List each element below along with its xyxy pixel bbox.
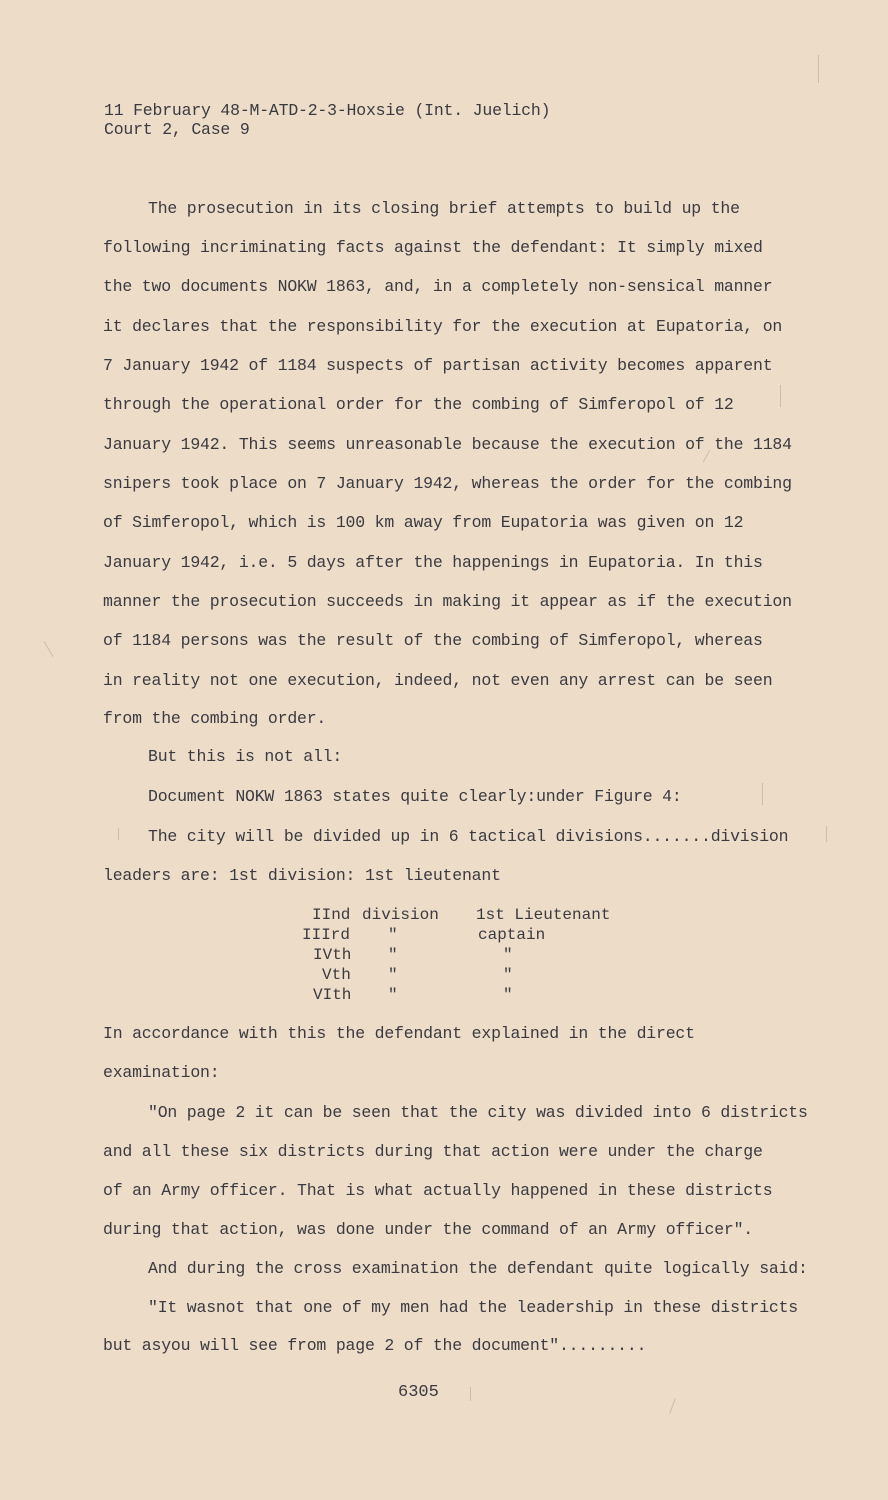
table-cell-division: Vth xyxy=(322,966,351,984)
table-cell-rank: " xyxy=(503,946,513,964)
quote-line: "It wasnot that one of my men had the leadership in these districts xyxy=(148,1298,799,1317)
table-cell-division: IInd xyxy=(312,906,351,924)
table-cell-division: IVth xyxy=(313,946,352,964)
page-number: 6305 xyxy=(398,1383,439,1402)
paper-mark xyxy=(44,641,54,657)
table-cell-division: VIth xyxy=(313,986,352,1004)
paragraph-line: manner the prosecution succeeds in making it appear as if the execution xyxy=(103,592,792,611)
paragraph-line: examination: xyxy=(103,1063,220,1082)
paper-mark xyxy=(118,828,119,840)
paragraph-line: In accordance with this the defendant explained in the direct xyxy=(103,1024,695,1043)
quote-line: during that action, was done under the command of an Army officer". xyxy=(103,1220,754,1239)
paragraph-line: from the combing order. xyxy=(103,709,327,728)
paragraph-line: in reality not one execution, indeed, not even any arrest can be seen xyxy=(103,671,773,690)
table-cell-word: " xyxy=(388,926,398,944)
paragraph-line: 7 January 1942 of 1184 suspects of partisan activity becomes apparent xyxy=(103,356,773,375)
quote-line: The city will be divided up in 6 tactical divisions.......division xyxy=(148,827,789,846)
table-cell-division: IIIrd xyxy=(302,926,351,944)
paragraph-line: it declares that the responsibility for the execution at Eupatoria, on xyxy=(103,317,783,336)
paper-mark xyxy=(818,55,819,83)
quote-line: leaders are: 1st division: 1st lieutenant xyxy=(103,866,501,885)
paragraph-line: The prosecution in its closing brief attempts to build up the xyxy=(148,199,740,218)
paragraph-line: January 1942, i.e. 5 days after the happenings in Eupatoria. In this xyxy=(103,553,763,572)
paper-mark xyxy=(669,1398,675,1413)
table-cell-rank: " xyxy=(503,966,513,984)
quote-line: of an Army officer. That is what actually happened in these districts xyxy=(103,1181,773,1200)
paper-mark xyxy=(762,783,763,805)
paragraph-line: And during the cross examination the defendant quite logically said: xyxy=(148,1259,808,1278)
table-cell-word: division xyxy=(362,906,439,924)
header-line-court-case: Court 2, Case 9 xyxy=(104,120,250,139)
paragraph-line: Document NOKW 1863 states quite clearly:under Figure 4: xyxy=(148,787,682,806)
table-cell-rank: captain xyxy=(478,926,546,944)
paper-mark xyxy=(780,385,781,407)
table-cell-word: " xyxy=(388,946,398,964)
paper-mark xyxy=(470,1387,471,1401)
table-cell-word: " xyxy=(388,986,398,1004)
table-cell-word: " xyxy=(388,966,398,984)
paragraph-line: through the operational order for the combing of Simferopol of 12 xyxy=(103,395,734,414)
paper-mark xyxy=(826,826,827,842)
quote-line: "On page 2 it can be seen that the city was divided into 6 districts xyxy=(148,1103,808,1122)
paragraph-line: January 1942. This seems unreasonable because the execution of the 1184 xyxy=(103,435,792,454)
table-cell-rank: 1st Lieutenant xyxy=(476,906,611,924)
paragraph-line: But this is not all: xyxy=(148,747,343,766)
quote-line: but asyou will see from page 2 of the document"......... xyxy=(103,1336,647,1355)
paragraph-line: of Simferopol, which is 100 km away from Eupatoria was given on 12 xyxy=(103,513,744,532)
table-cell-rank: " xyxy=(503,986,513,1004)
paragraph-line: of 1184 persons was the result of the combing of Simferopol, whereas xyxy=(103,631,763,650)
quote-line: and all these six districts during that action were under the charge xyxy=(103,1142,763,1161)
paragraph-line: snipers took place on 7 January 1942, whereas the order for the combing xyxy=(103,474,792,493)
paragraph-line: the two documents NOKW 1863, and, in a completely non-sensical manner xyxy=(103,277,773,296)
header-line-date-reference: 11 February 48-M-ATD-2-3-Hoxsie (Int. Juelich) xyxy=(104,101,551,120)
paragraph-line: following incriminating facts against the defendant: It simply mixed xyxy=(103,238,763,257)
